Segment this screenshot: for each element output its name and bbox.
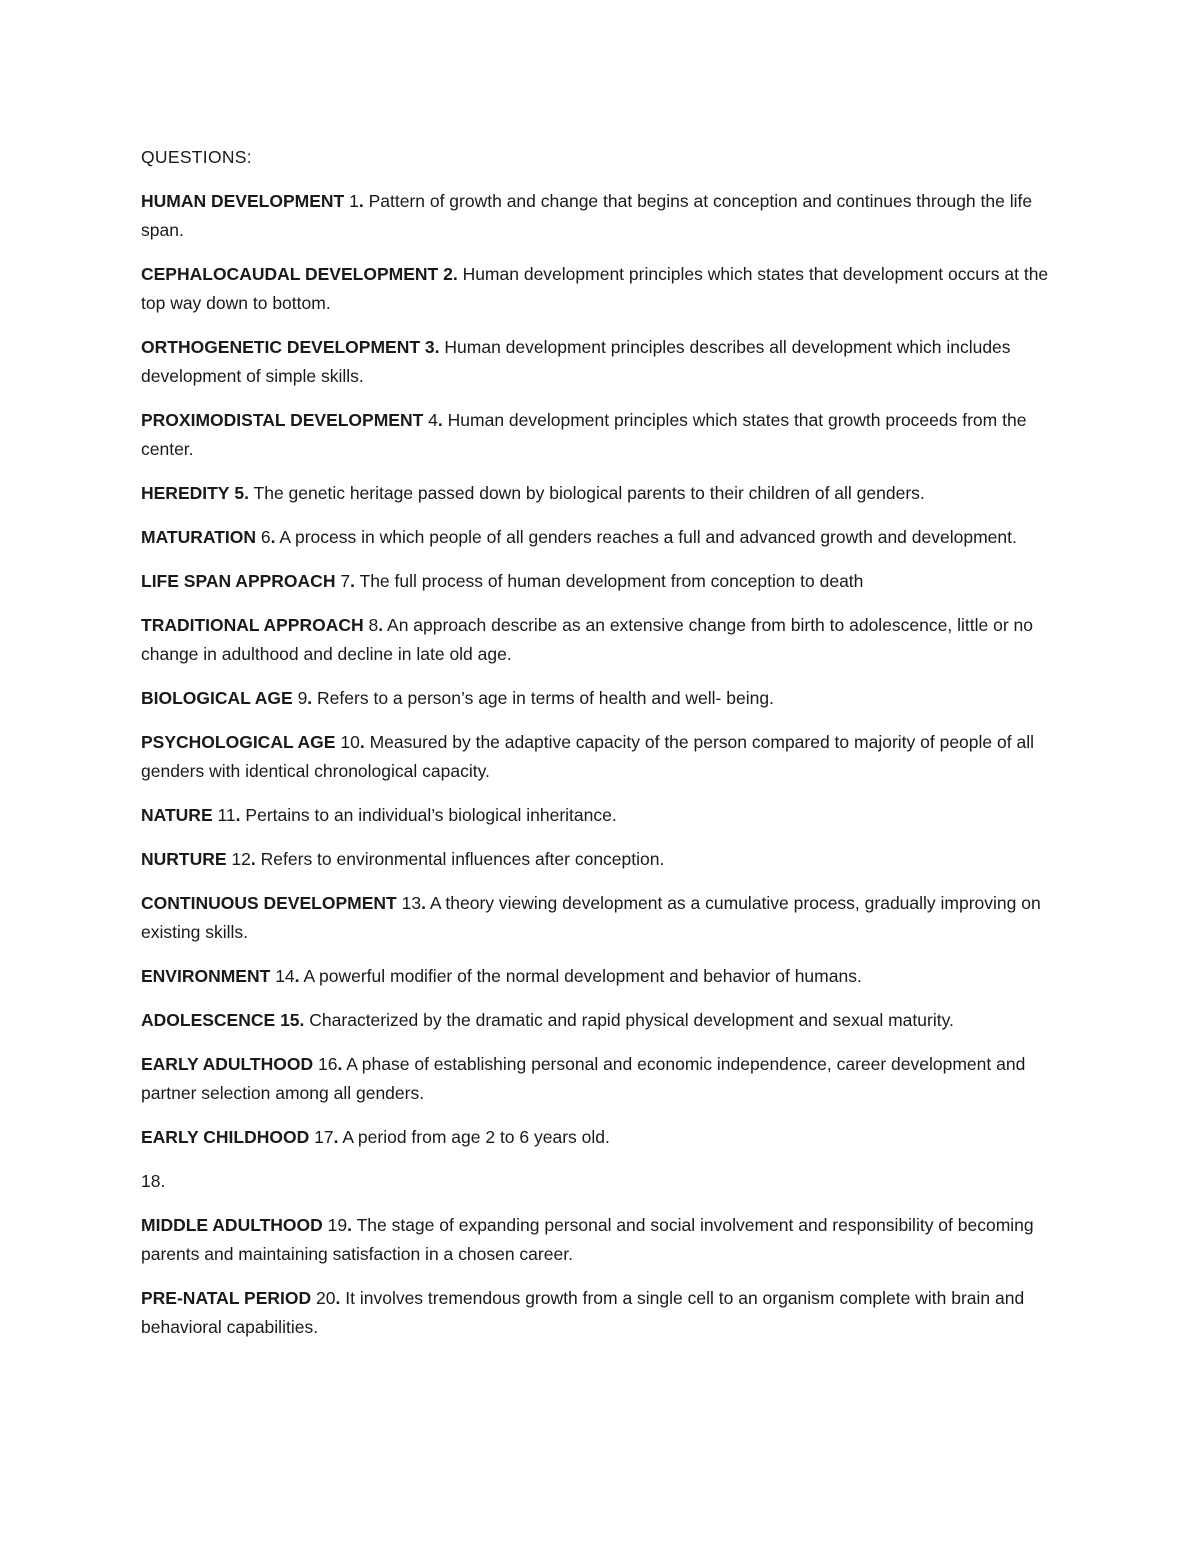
question-number: 20 <box>316 1288 336 1308</box>
question-text: It involves tremendous growth from a single cell to an organism complete with brain and behavioral capabilities. <box>141 1288 1025 1337</box>
question-text: A process in which people of all genders reaches a full and advanced growth and development. <box>279 527 1017 547</box>
question-text: Human development principles which states that development occurs at the top way down to bottom. <box>141 264 1049 313</box>
question-number: 15 <box>280 1010 300 1030</box>
question-number: 12 <box>231 849 251 869</box>
question-number: 3 <box>424 337 435 357</box>
question-item-11: NATURE 11. Pertains to an individual’s biological inheritance. <box>141 805 617 825</box>
question-item-17: EARLY CHILDHOOD 17. A period from age 2 to 6 years old. <box>141 1127 610 1147</box>
question-text: A period from age 2 to 6 years old. <box>342 1127 610 1147</box>
question-text: The stage of expanding personal and social involvement and responsibility of becoming parents and maintaining satisfaction in a chosen career. <box>141 1215 1034 1264</box>
question-number: 4 <box>428 410 438 430</box>
question-term: BIOLOGICAL AGE <box>141 688 293 708</box>
question-text: A theory viewing development as a cumulative process, gradually improving on existing skills. <box>141 893 1041 942</box>
question-item-12: NURTURE 12. Refers to environmental influences after conception. <box>141 849 665 869</box>
question-item-18: 18. <box>141 1171 166 1191</box>
question-item-7: LIFE SPAN APPROACH 7. The full process of human development from conception to death <box>141 571 864 591</box>
question-item-9: BIOLOGICAL AGE 9. Refers to a person’s age in terms of health and well- being. <box>141 688 774 708</box>
question-term: TRADITIONAL APPROACH <box>141 615 364 635</box>
question-text: Measured by the adaptive capacity of the person compared to majority of people of all genders with identical chronological capacity. <box>141 732 1034 781</box>
questions-heading: QUESTIONS: <box>141 147 252 167</box>
question-term: MATURATION <box>141 527 257 547</box>
question-term: CONTINUOUS DEVELOPMENT <box>141 893 397 913</box>
question-item-14: ENVIRONMENT 14. A powerful modifier of the normal development and behavior of humans. <box>141 966 862 986</box>
question-number: 14 <box>275 966 295 986</box>
question-item-20: PRE-NATAL PERIOD 20. It involves tremendous growth from a single cell to an organism complete with brain and behavioral capabilities. <box>141 1288 1025 1337</box>
question-term: PRE-NATAL PERIOD <box>141 1288 312 1308</box>
question-item-5: HEREDITY 5. The genetic heritage passed down by biological parents to their children of all genders. <box>141 483 925 503</box>
question-item-3: ORTHOGENETIC DEVELOPMENT 3. Human development principles describes all development which includes development of simple skills. <box>141 337 1011 386</box>
question-number: 9 <box>297 688 308 708</box>
question-number: 13 <box>401 893 422 913</box>
question-text: An approach describe as an extensive change from birth to adolescence, little or no change in adulthood and decline in late old age. <box>141 615 1033 664</box>
question-text: Refers to environmental influences after conception. <box>260 849 665 869</box>
question-item-15: ADOLESCENCE 15. Characterized by the dramatic and rapid physical development and sexual maturity. <box>141 1010 954 1030</box>
question-number: 5 <box>234 483 245 503</box>
question-number: 7 <box>340 571 351 591</box>
question-number: 18 <box>141 1171 161 1191</box>
question-item-16: EARLY ADULTHOOD 16. A phase of establishing personal and economic independence, career development and partner selection among all genders. <box>141 1054 1026 1103</box>
question-number: 8 <box>368 615 379 635</box>
question-text: Pertains to an individual’s biological inheritance. <box>245 805 617 825</box>
question-item-6: MATURATION 6. A process in which people of all genders reaches a full and advanced growth and development. <box>141 527 1017 547</box>
question-term: NATURE <box>141 805 213 825</box>
question-number: 16 <box>317 1054 338 1074</box>
question-item-1: HUMAN DEVELOPMENT 1. Pattern of growth and change that begins at conception and continues through the life span. <box>141 191 1033 240</box>
question-text: The full process of human development from conception to death <box>359 571 864 591</box>
question-term: EARLY ADULTHOOD <box>141 1054 314 1074</box>
question-text: A powerful modifier of the normal development and behavior of humans. <box>303 966 862 986</box>
question-item-2: CEPHALOCAUDAL DEVELOPMENT 2. Human development principles which states that development occurs at the top way down to bottom. <box>141 264 1049 313</box>
question-term: CEPHALOCAUDAL DEVELOPMENT <box>141 264 439 284</box>
question-item-19: MIDDLE ADULTHOOD 19. The stage of expanding personal and social involvement and responsibility of becoming parents and maintaining satisfaction in a chosen career. <box>141 1215 1034 1264</box>
question-term: MIDDLE ADULTHOOD <box>141 1215 323 1235</box>
question-number: 17 <box>314 1127 334 1147</box>
question-number: 1 <box>349 191 359 211</box>
question-text: Refers to a person’s age in terms of health and well- being. <box>317 688 774 708</box>
question-term: HEREDITY <box>141 483 230 503</box>
question-number: 11 <box>217 805 236 825</box>
question-term: ORTHOGENETIC DEVELOPMENT <box>141 337 421 357</box>
question-text: Human development principles which states that growth proceeds from the center. <box>141 410 1027 459</box>
question-term: LIFE SPAN APPROACH <box>141 571 336 591</box>
question-number: 19 <box>327 1215 348 1235</box>
question-item-10: PSYCHOLOGICAL AGE 10. Measured by the adaptive capacity of the person compared to majority of people of all genders with identical chronological capacity. <box>141 732 1034 781</box>
question-term: HUMAN DEVELOPMENT <box>141 191 345 211</box>
question-item-13: CONTINUOUS DEVELOPMENT 13. A theory viewing development as a cumulative process, gradually improving on existing skills. <box>141 893 1041 942</box>
question-text: The genetic heritage passed down by biological parents to their children of all genders. <box>253 483 925 503</box>
question-term: NURTURE <box>141 849 227 869</box>
question-text: A phase of establishing personal and economic independence, career development and partner selection among all genders. <box>141 1054 1026 1103</box>
question-term: PROXIMODISTAL DEVELOPMENT <box>141 410 424 430</box>
question-text: Pattern of growth and change that begins at conception and continues through the life span. <box>141 191 1033 240</box>
question-item-4: PROXIMODISTAL DEVELOPMENT 4. Human development principles which states that growth proceeds from the center. <box>141 410 1027 459</box>
question-number: 2 <box>443 264 453 284</box>
document-page <box>141 143 1061 1357</box>
question-number: 10 <box>340 732 360 752</box>
question-term: EARLY CHILDHOOD <box>141 1127 310 1147</box>
question-item-8: TRADITIONAL APPROACH 8. An approach describe as an extensive change from birth to adolescence, little or no change in adulthood and decline in late old age. <box>141 615 1033 664</box>
question-text: Human development principles describes all development which includes development of simple skills. <box>141 337 1011 386</box>
question-number: 6 <box>260 527 271 547</box>
question-term: ADOLESCENCE <box>141 1010 276 1030</box>
question-term: ENVIRONMENT <box>141 966 271 986</box>
question-text: Characterized by the dramatic and rapid physical development and sexual maturity. <box>309 1010 954 1030</box>
question-term: PSYCHOLOGICAL AGE <box>141 732 336 752</box>
